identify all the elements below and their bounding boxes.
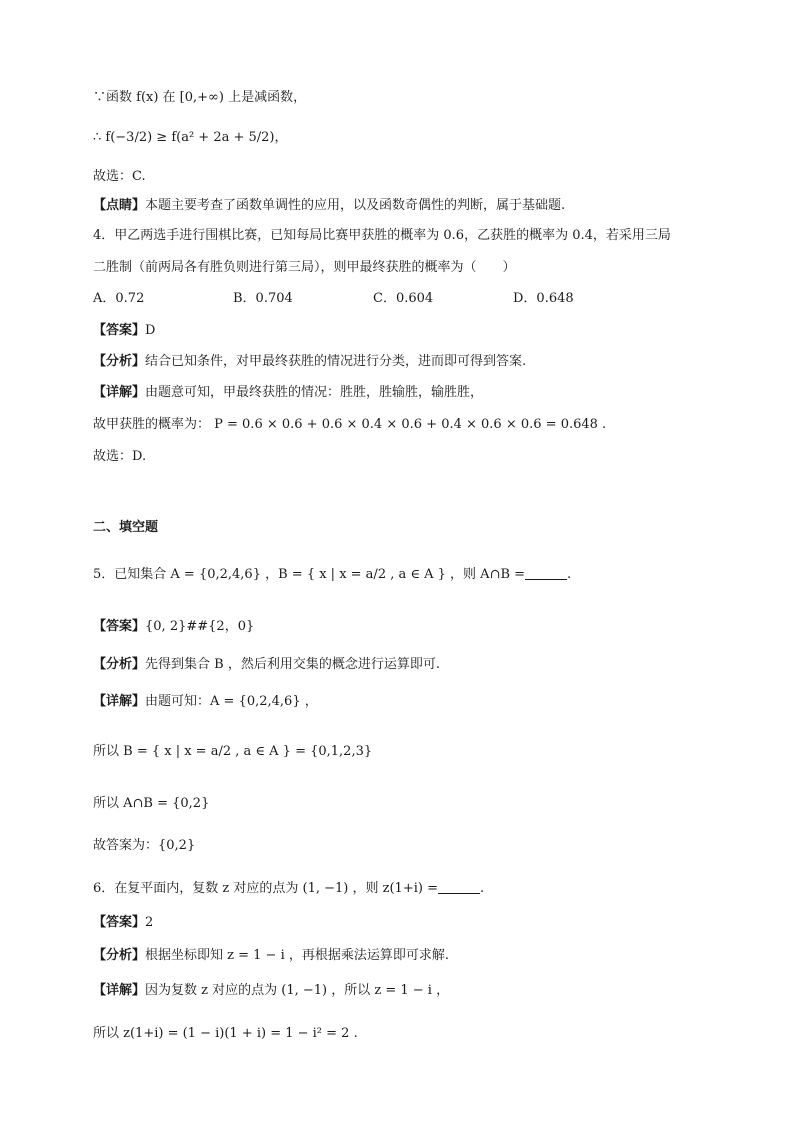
- math-text: 所以 z(1+i) = (1 − i)(1 + i) = 1 − i² = 2 .: [93, 1026, 358, 1041]
- text: 4．甲乙两选手进行围棋比赛，已知每局比赛甲获胜的概率为 0.6，乙获胜的概率为 0.4，若采用三局: [93, 228, 671, 243]
- note-tag: 【点睛】: [93, 198, 146, 213]
- section-heading: [93, 518, 734, 538]
- detail-line: [93, 692, 734, 712]
- analysis-text: 先得到集合 B ，然后利用交集的概念进行运算即可.: [145, 657, 440, 672]
- answer-line: [93, 913, 734, 933]
- detail-text: 由题可知：A = {0,2,4,6} ，: [145, 694, 318, 709]
- text-line: [93, 447, 734, 467]
- option-d: D．0.648: [513, 291, 574, 306]
- math-text: 5．已知集合 A = {0,2,4,6} ，B = { x | x = a/2 , a ∈ A } ，则 A∩B =: [93, 567, 526, 582]
- math-text: ∵函数 f(x) 在 [0,+∞) 上是减函数，: [93, 90, 307, 105]
- question-4-stem: [93, 258, 734, 278]
- answer-line: [93, 321, 734, 341]
- text-line: [93, 1024, 734, 1044]
- answer-blank: [525, 566, 567, 580]
- answer-text: D: [145, 323, 156, 338]
- text-line: [93, 167, 734, 187]
- math-text: 6．在复平面内，复数 z 对应的点为 (1, −1) ，则 z(1+i) =: [93, 881, 438, 896]
- option-c: C．0.604: [373, 291, 434, 306]
- text: 二胜制（前两局各有胜负则进行第三局），则甲最终获胜的概率为（ ）: [93, 260, 516, 275]
- detail-text: 因为复数 z 对应的点为 (1, −1) ，所以 z = 1 − i ，: [145, 983, 450, 998]
- math-text: ∴ f(−3/2) ≥ f(a² + 2a + 5/2)，: [93, 130, 288, 145]
- answer-line: [93, 617, 734, 637]
- text: 故选：D.: [93, 449, 147, 464]
- question-5-stem: [93, 565, 734, 585]
- answer-tag: 【答案】: [93, 323, 146, 338]
- analysis-text: 结合已知条件，对甲最终获胜的情况进行分类，进而即可得到答案.: [145, 354, 527, 369]
- analysis-tag: 【分析】: [93, 948, 146, 963]
- option-b: B．0.704: [233, 291, 293, 306]
- analysis-tag: 【分析】: [93, 354, 146, 369]
- detail-line: [93, 383, 734, 403]
- math-text: 所以 B = { x | x = a/2 , a ∈ A } = {0,1,2,3}: [93, 744, 373, 759]
- detail-text: 由题意可知，甲最终获胜的情况：胜胜，胜输胜，输胜胜，: [145, 385, 484, 400]
- question-6-stem: [93, 879, 734, 899]
- text-line: [93, 836, 734, 856]
- text: .: [479, 881, 485, 896]
- text-line: [93, 415, 734, 435]
- answer-text: 2: [145, 915, 154, 930]
- detail-tag: 【详解】: [93, 983, 146, 998]
- text-line: [93, 742, 734, 762]
- detail-tag: 【详解】: [93, 694, 146, 709]
- math-text: 所以 A∩B = {0,2}: [93, 796, 210, 811]
- question-4-stem: [93, 226, 734, 246]
- note-text: 本题主要考查了函数单调性的应用，以及函数奇偶性的判断，属于基础题.: [145, 198, 566, 213]
- text-line: [93, 794, 734, 814]
- detail-tag: 【详解】: [93, 385, 146, 400]
- text: .: [567, 567, 572, 582]
- analysis-line: [93, 946, 734, 966]
- question-4-options: [93, 289, 734, 309]
- answer-tag: 【答案】: [93, 915, 146, 930]
- math-text: 故答案为：{0,2}: [93, 838, 196, 853]
- answer-text: {0, 2}##{2，0}: [145, 619, 255, 634]
- analysis-tag: 【分析】: [93, 657, 146, 672]
- answer-blank: [438, 880, 480, 894]
- section-title: 二、填空题: [93, 520, 159, 535]
- analysis-line: [93, 655, 734, 675]
- answer-tag: 【答案】: [93, 619, 146, 634]
- detail-line: [93, 981, 734, 1001]
- note-line: [93, 196, 734, 216]
- text-line: [93, 88, 734, 108]
- math-text: 故甲获胜的概率为： P = 0.6 × 0.6 + 0.6 × 0.4 × 0.6 + 0.4 × 0.6 × 0.6 = 0.648 .: [93, 417, 607, 432]
- text-line: [93, 128, 734, 148]
- analysis-line: [93, 352, 734, 372]
- option-a: A．0.72: [93, 291, 145, 306]
- text: 故选：C.: [93, 169, 146, 184]
- analysis-text: 根据坐标即知 z = 1 − i ，再根据乘法运算即可求解.: [145, 948, 450, 963]
